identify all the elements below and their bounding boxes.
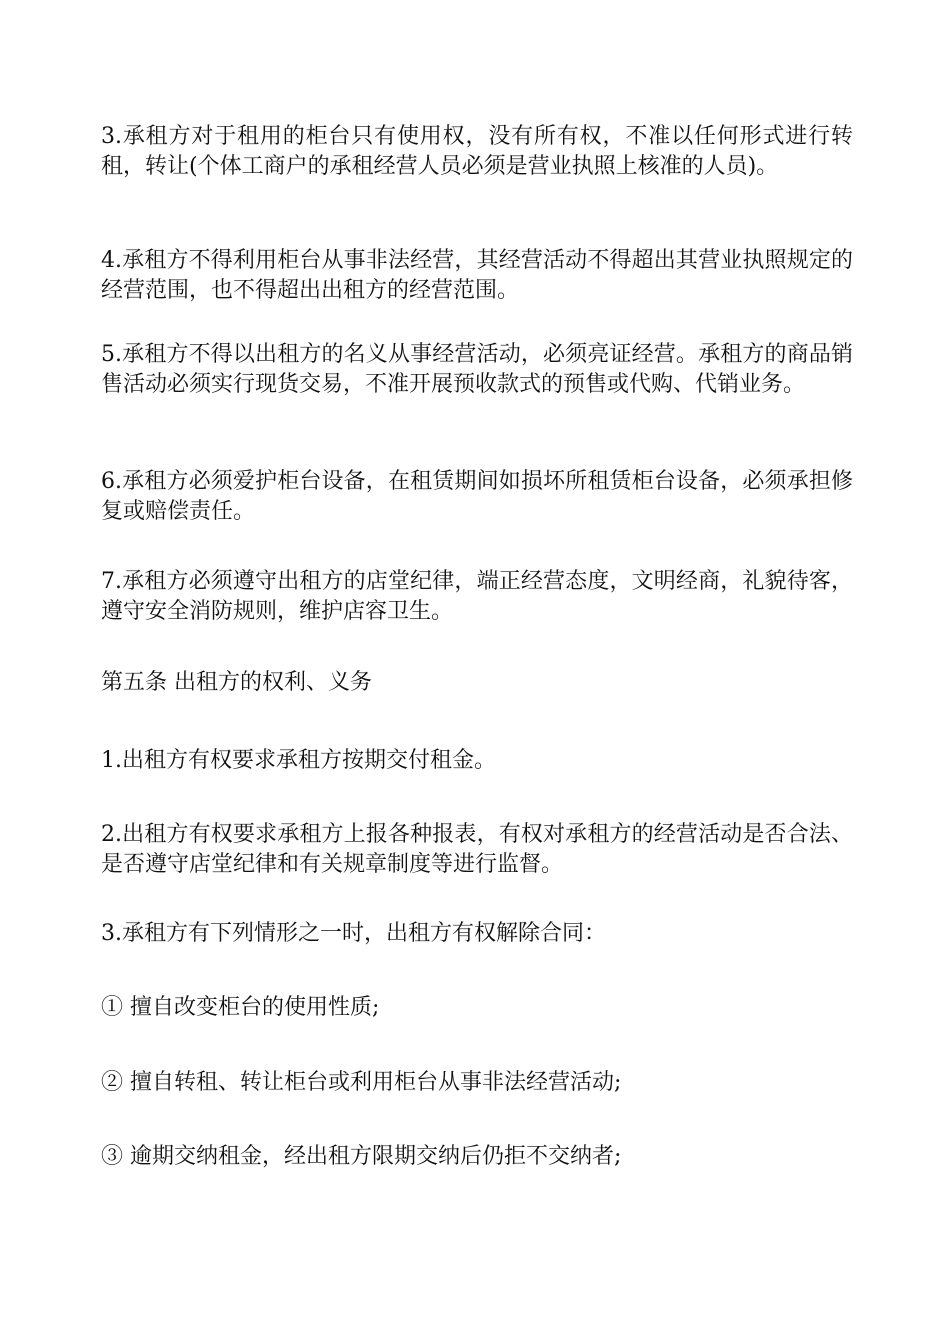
termination-item-3: ③ 逾期交纳租金，经出租方限期交纳后仍拒不交纳者; [101, 1144, 622, 1169]
lessor-right-3-paragraph: 3.承租方有下列情形之一时，出租方有权解除合同： [101, 921, 606, 946]
clause-6-equipment-paragraph: 6.承租方必须爱护柜台设备，在租赁期间如损坏所租赁柜台设备，必须承担修复或赔偿责任。 [101, 469, 853, 524]
termination-item-2: ② 擅自转租、转让柜台或利用柜台从事非法经营活动; [101, 1070, 622, 1095]
article-5-heading: 第五条 出租方的权利、义务 [101, 670, 372, 695]
lessor-right-1-paragraph: 1.出租方有权要求承租方按期交付租金。 [101, 748, 496, 773]
lessor-right-2-paragraph: 2.出租方有权要求承租方上报各种报表，有权对承租方的经营活动是否合法、是否遵守店堂纪律和有关规章制度等进行监督。 [101, 822, 853, 877]
clause-5-license-paragraph: 5.承租方不得以出租方的名义从事经营活动，必须亮证经营。承租方的商品销售活动必须实行现货交易，不准开展预收款式的预售或代购、代销业务。 [101, 342, 853, 397]
termination-item-1: ① 擅自改变柜台的使用性质; [101, 995, 380, 1020]
clause-7-discipline-paragraph: 7.承租方必须遵守出租方的店堂纪律，端正经营态度，文明经商，礼貌待客，遵守安全消防规则，维护店容卫生。 [101, 569, 853, 624]
clause-4-illegal-business-paragraph: 4.承租方不得利用柜台从事非法经营，其经营活动不得超出其营业执照规定的经营范围，也不得超出出租方的经营范围。 [101, 248, 853, 303]
clause-3-sublet-paragraph: 3.承租方对于租用的柜台只有使用权，没有所有权，不准以任何形式进行转租，转让(个体工商户的承租经营人员必须是营业执照上核准的人员)。 [101, 124, 853, 179]
